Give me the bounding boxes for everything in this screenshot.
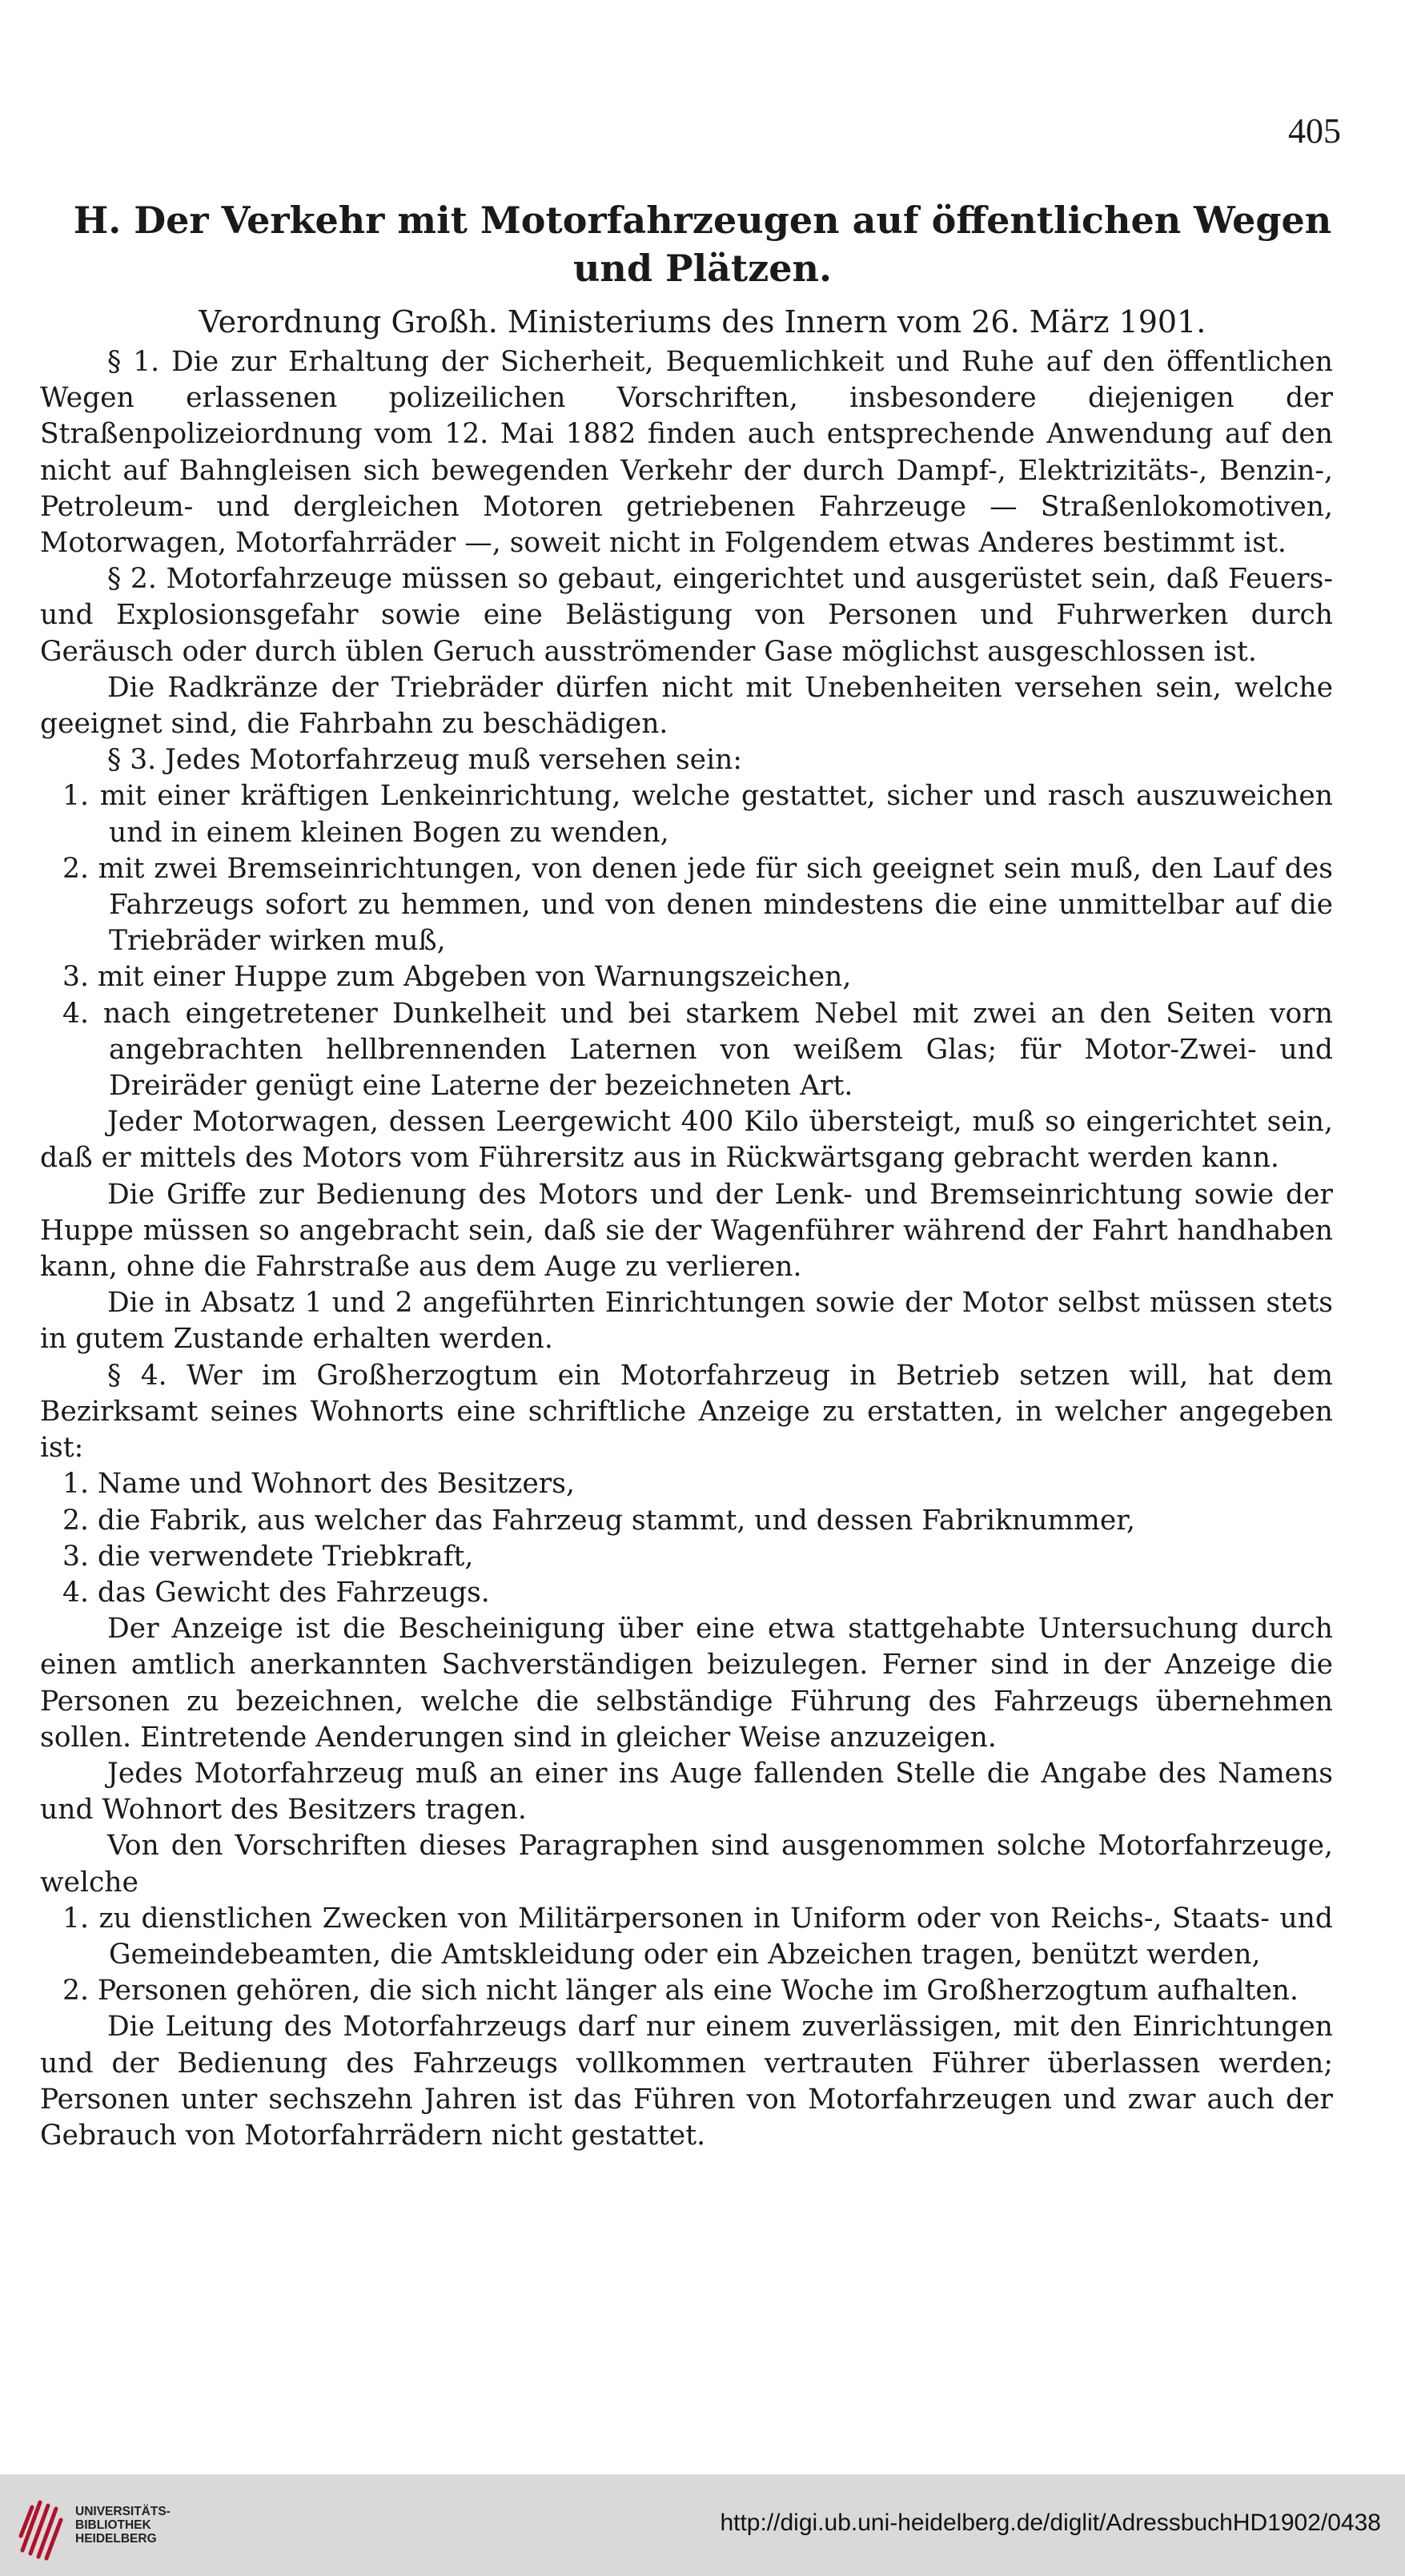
paragraph-s3: § 3. Jedes Motorfahrzeug muß versehen sein: [107,744,742,777]
paragraph-einrichtungen: Die in Absatz 1 und 2 angeführten Einrichtungen sowie der Motor selbst müssen stets in gutem Zustande erhalten werden. [40,1287,1333,1356]
paragraph-namensangabe: Jedes Motorfahrzeug muß an einer ins Auge fallenden Stelle die Angabe des Namens und Wohnort des Besitzers tragen. [40,1757,1333,1827]
list-item: 4. nach eingetretener Dunkelheit und bei starkem Nebel mit zwei an den Seiten vorn angebrachten hellbrennenden Laternen von weißem Glas; für Motor-Zwei- und Dreiräder genügt eine Laterne der bezeichneten Art. [62,997,1333,1103]
list-item: 2. mit zwei Bremseinrichtungen, von denen jede für sich geeignet sein muß, den Lauf des Fahrzeugs sofort zu hemmen, und von denen mindestens die eine unmittelbar auf die Triebräder wirken muß, [62,852,1333,958]
list-item: 1. zu dienstlichen Zwecken von Militärpersonen in Uniform oder von Reichs-, Staats- und Gemeindebeamten, die Amtskleidung oder ein Abzeichen tragen, benützt werden, [62,1902,1333,1971]
paragraph-s4: § 4. Wer im Großherzogtum ein Motorfahrzeug in Betrieb setzen will, hat dem Bezirksamt seines Wohnorts eine schriftliche Anzeige zu erstatten, in welcher angegeben ist: [40,1359,1333,1465]
list-item: 1. mit einer kräftigen Lenkeinrichtung, welche gestattet, sicher und rasch auszuweichen und in einem kleinen Bogen zu wenden, [62,780,1333,849]
paragraph-s1: § 1. Die zur Erhaltung der Sicherheit, Bequemlichkeit und Ruhe auf den öffentlichen Wegen erlassenen polizeilichen Vorschriften, insbesondere diejenigen der Straßenpolizeiordnung vom 12. Mai 1882 finden auch entsprechende Anwendung auf den nicht auf Bahngleisen sich bewegenden Verkehr der durch Dampf-, Elektrizitäts-, Benzin-, Petroleum- und dergleichen Motoren getriebenen Fahrzeuge — Straßenlokomotiven, Motorwagen, Motorfahrräder —, soweit nicht in Folgendem etwas Anderes bestimmt ist. [40,346,1333,560]
page-title: H. Der Verkehr mit Motorfahrzeugen auf öffentlichen Wegen und Plätzen. [73,199,1332,290]
library-name-line: HEIDELBERG [75,2532,157,2546]
list-item: 3. mit einer Huppe zum Abgeben von Warnungszeichen, [62,961,852,994]
paragraph-griffe: Die Griffe zur Bedienung des Motors und der Lenk- und Bremseinrichtung sowie der Huppe müssen so angebracht sein, daß sie der Wagenführer während der Fahrt handhaben kann, ohne die Fahrstraße aus dem Auge zu verlieren. [40,1178,1333,1284]
list-item: 2. die Fabrik, aus welcher das Fahrzeug stammt, und dessen Fabriknummer, [62,1504,1135,1537]
university-library-logo-icon [16,2488,67,2563]
paragraph-s2: § 2. Motorfahrzeuge müssen so gebaut, eingerichtet und ausgerüstet sein, daß Feuers- und Explosionsgefahr sowie eine Belästigung von Personen und Fuhrwerken durch Geräusch oder durch üblen Geruch ausströmender Gase möglichst ausgeschlossen ist. [40,563,1333,668]
library-name [75,2505,171,2546]
list-item: 1. Name und Wohnort des Besitzers, [62,1468,575,1501]
library-name-line: UNIVERSITÄTS- [75,2505,171,2518]
equipment-list [40,778,1333,1104]
notification-list [40,1466,1333,1611]
paragraph-ausnahmen: Von den Vorschriften dieses Paragraphen sind ausgenommen solche Motorfahrzeuge, welche [40,1830,1333,1899]
list-item: 2. Personen gehören, die sich nicht länger als eine Woche im Großherzogtum aufhalten. [62,1975,1299,2007]
document-body [40,344,1333,2154]
paragraph-radkraenze: Die Radkränze der Triebräder dürfen nicht mit Unebenheiten versehen sein, welche geeignet sind, die Fahrbahn zu beschädigen. [40,671,1333,741]
paragraph-motorwagen: Jeder Motorwagen, dessen Leergewicht 400 Kilo übersteigt, muß so eingerichtet sein, daß er mittels des Motors vom Führersitz aus in Rückwärtsgang gebracht werden kann. [40,1106,1333,1175]
paragraph-anzeige: Der Anzeige ist die Bescheinigung über eine etwa stattgehabte Untersuchung durch einen amtlich anerkannten Sachverständigen beizulegen. Ferner sind in der Anzeige die Personen zu bezeichnen, welche die selbständige Führung des Fahrzeugs übernehmen sollen. Eintretende Aenderungen sind in gleicher Weise anzuzeigen. [40,1613,1333,1754]
exemption-list [40,1901,1333,2010]
list-item: 4. das Gewicht des Fahrzeugs. [62,1576,490,1609]
source-url-link[interactable]: http://digi.ub.uni-heidelberg.de/diglit/AdressbuchHD1902/0438 [720,2510,1381,2536]
list-item: 3. die verwendete Triebkraft, [62,1540,474,1573]
page-number: 405 [1288,111,1341,151]
paragraph-leitung: Die Leitung des Motorfahrzeugs darf nur einem zuverlässigen, mit den Einrichtungen und der Bedienung des Fahrzeugs vollkommen vertrauten Führer überlassen werden; Personen unter sechszehn Jahren ist das Führen von Motorfahrzeugen und zwar auch der Gebrauch von Motorfahrrädern nicht gestattet. [40,2011,1333,2152]
library-name-line: BIBLIOTHEK [75,2518,151,2532]
footer-bar [0,2474,1405,2576]
ordinance-subtitle: Verordnung Großh. Ministeriums des Innern vom 26. März 1901. [199,304,1206,340]
